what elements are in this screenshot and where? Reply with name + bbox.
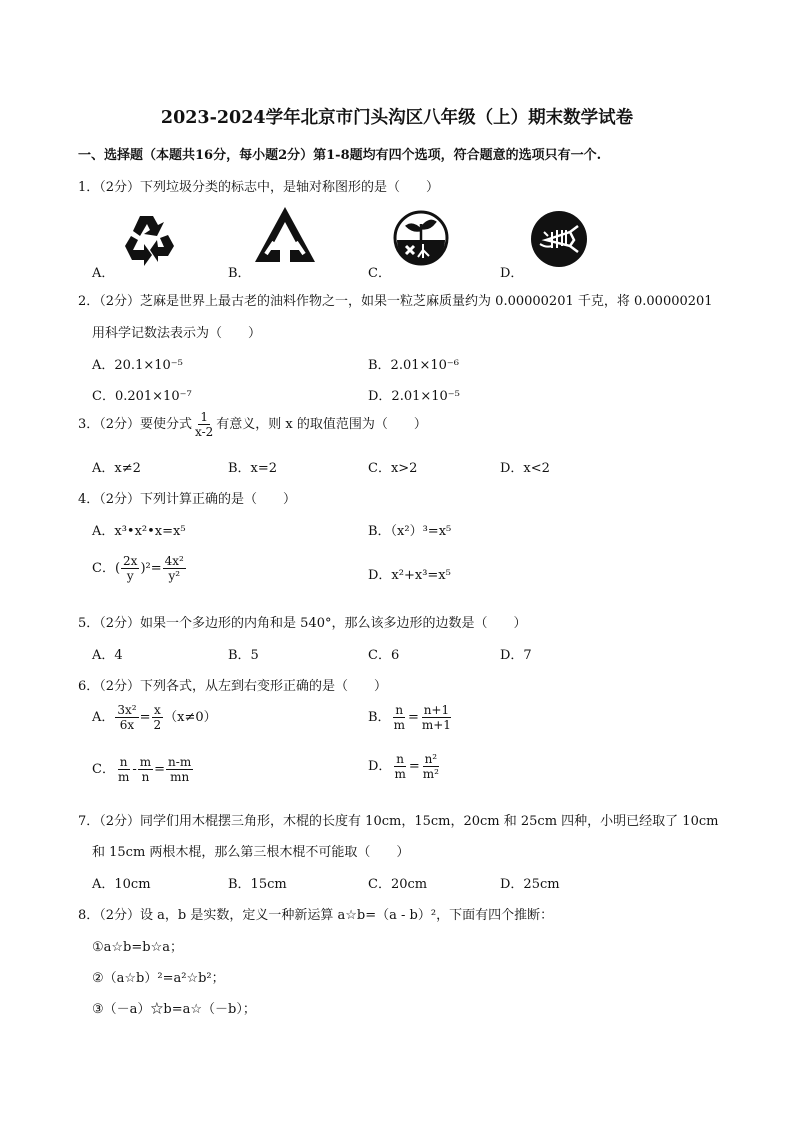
question-7-option-c[interactable]: C．20cm [368,877,428,892]
question-7-option-a[interactable]: A．10cm [92,877,151,892]
question-2-stem: 2．（2分）芝麻是世界上最古老的油料作物之一，如果一粒芝麻质量约为 0.00000201 千克，将 0.00000201 [78,294,713,309]
denominator: m² [422,767,439,781]
denominator: 2 [153,718,162,732]
question-3-numerator: 1 [200,410,208,424]
question-3-option-d[interactable]: D．x<2 [500,461,550,476]
question-4-option-d[interactable]: D．x²+x³=x⁵ [368,568,451,583]
numerator: m [139,755,152,769]
question-4-c-label: C． [92,561,115,576]
question-6-option-a[interactable]: A． $\frac{\text{3x²}}{6x}$ = $\frac{x}{2}$ （x≠0） [92,703,217,732]
question-1-option-d[interactable]: D． [500,266,524,281]
numerator: 2x [123,554,138,568]
denominator: m [393,718,405,732]
option-label: B． [368,710,391,725]
numerator: n² [424,752,438,766]
question-4-c-fraction-1 [121,554,139,583]
option-label: A． [92,710,115,725]
question-8-stem: 8．（2分）设 a，b 是实数，定义一种新运算 a☆b=（a - b）²，下面有四个推断： [78,908,554,923]
question-3-stem [78,410,427,439]
question-3-denominator: x-2 [195,425,214,439]
fraction [392,752,407,781]
question-5-option-b[interactable]: B．5 [228,648,259,663]
numerator: n [396,752,404,766]
question-8-item-2: ②（a☆b）²=a²☆b²； [92,971,225,986]
fraction [421,752,441,781]
fraction [420,703,453,732]
question-7-option-b[interactable]: B．15cm [228,877,287,892]
question-2-option-c[interactable]: C．0.201×10⁻⁷ [92,389,192,404]
question-3-post: 有意义，则 x 的取值范围为（ ） [216,417,427,432]
question-4-option-b[interactable]: B．（x²）³=x⁵ [368,524,452,539]
denominator: y [126,569,134,583]
question-2-option-a[interactable]: A．20.1×10⁻⁵ [92,358,183,373]
option-label: C． [92,762,115,777]
question-6-stem: 6．（2分）下列各式，从左到右变形正确的是（ ） [78,679,388,694]
question-6-option-c[interactable]: C． $\frac{n}{m}$ - $\frac{m}{n}$ = $\frac{n-m}{mn}$ [92,755,192,784]
triangle-arrows-icon [252,204,318,270]
numerator: 3x² [117,703,137,717]
question-2-stem-cont: 用科学记数法表示为（ ） [92,326,262,341]
denominator: n [141,770,150,784]
question-7-stem: 7．（2分）同学们用木棍摆三角形，木棍的长度有 10cm，15cm，20cm 和 25cm 四种，小明已经取了 10cm [78,814,719,829]
question-4-option-c[interactable]: C．( $\frac{2x}{y}$ )²= $\frac{\text{4x²}}{\text{y²}}$ [92,554,184,583]
condition: （x≠0） [164,710,217,725]
fraction [392,703,407,732]
question-5-option-d[interactable]: D．7 [500,648,532,663]
question-5-stem: 5．（2分）如果一个多边形的内角和是 540°，那么该多边形的边数是（ ） [78,616,527,631]
question-7-option-d[interactable]: D．25cm [500,877,560,892]
plant-hazard-icon [393,210,449,266]
question-4-c-mid: )²= [140,561,162,576]
question-4-option-a[interactable]: A．x³•x²•x=x⁵ [92,524,186,539]
question-1-option-a[interactable]: A． [92,266,115,281]
question-3-option-c[interactable]: C．x>2 [368,461,418,476]
question-6-option-b[interactable]: B． $\frac{n}{m}$ = $\frac{n+1}{m+1}$ [368,703,451,732]
fraction [166,755,193,784]
fish-bone-icon [530,210,588,268]
recycle-icon [120,210,178,268]
denominator: m [394,767,406,781]
denominator: m [117,770,130,784]
denominator: y² [168,569,181,583]
fraction [138,755,153,784]
question-4-c-fraction-2 [163,554,186,583]
question-7-stem-cont: 和 15cm 两根木棍，那么第三根木棍不可能取（ ） [92,845,410,860]
numerator: n-m [168,755,192,769]
question-1-stem: 1．（2分）下列垃圾分类的标志中，是轴对称图形的是（ ） [78,180,440,195]
numerator: n [119,755,128,769]
section-heading: 一、选择题（本题共16分，每小题2分）第1-8题均有四个选项，符合题意的选项只有一个. [78,148,602,163]
numerator: 4x² [164,554,184,568]
fraction [116,755,131,784]
numerator: n+1 [423,703,450,717]
denominator: m+1 [421,718,451,732]
question-5-option-a[interactable]: A．4 [92,648,123,663]
fraction [115,703,138,732]
question-1-option-c[interactable]: C． [368,266,391,281]
question-5-option-c[interactable]: C．6 [368,648,400,663]
denominator: 6x [119,718,135,732]
question-3-option-b[interactable]: B．x=2 [228,461,278,476]
numerator: n [395,703,404,717]
question-3-option-a[interactable]: A．x≠2 [92,461,141,476]
question-1-option-b[interactable]: B． [228,266,251,281]
denominator: mn [170,770,190,784]
question-8-item-1: ①a☆b=b☆a； [92,940,184,955]
numerator: x [153,703,161,717]
page-title: 2023-2024学年北京市门头沟区八年级（上）期末数学试卷 [160,108,634,128]
option-label: D． [368,759,392,774]
question-3-pre: 3．（2分）要使分式 [78,417,193,432]
question-3-fraction [193,410,215,439]
question-8-item-3: ③（－a）☆b=a☆（－b）； [92,1002,256,1017]
question-2-option-d[interactable]: D．2.01×10⁻⁵ [368,389,460,404]
question-6-option-d[interactable]: D． $\frac{n}{m}$ = $\frac{\text{n²}}{\text{m²}}$ [368,752,439,781]
fraction [152,703,164,732]
question-4-stem: 4．（2分）下列计算正确的是（ ） [78,492,297,507]
question-2-option-b[interactable]: B．2.01×10⁻⁶ [368,358,460,373]
